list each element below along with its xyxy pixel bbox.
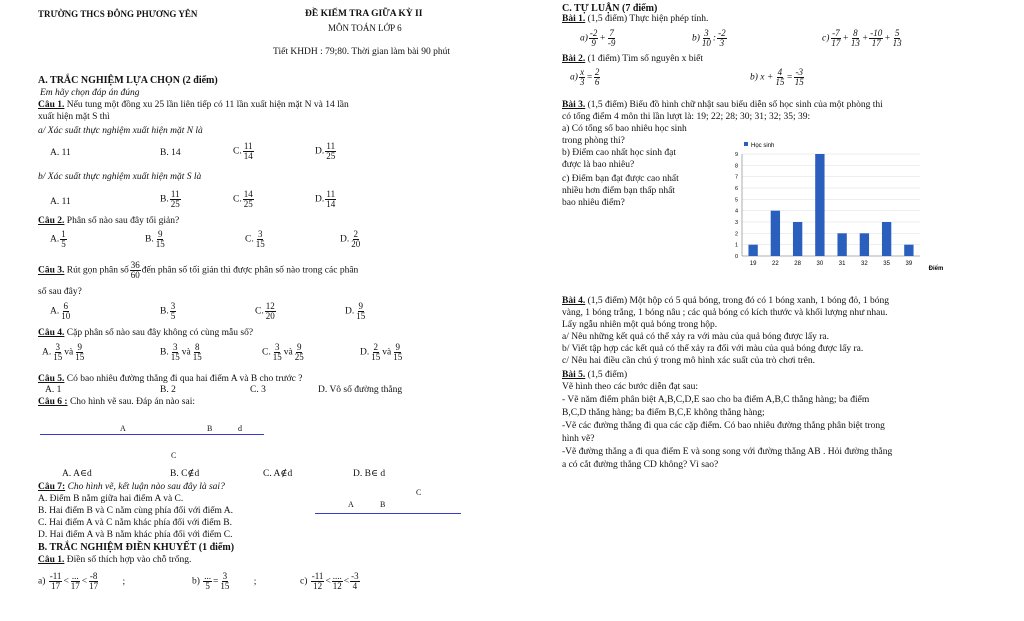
q6-option-b[interactable]: B. C∉d [170, 469, 200, 479]
q4-option-d[interactable]: D. $\frac{2}{15}$ và $\frac{9}{15}$ [360, 342, 403, 362]
bai3-bar-chart [720, 140, 950, 276]
chart-ytick-label: 9 [734, 152, 738, 158]
q5-option-d[interactable]: D. Vô số đường thẳng [318, 385, 403, 395]
q1b-text: b/ Xác suất thực nghiệm xuất hiện mặt S là [38, 172, 202, 182]
q1b-option-c[interactable]: C. $\frac{14}{25}$ [233, 189, 253, 209]
q2-option-c[interactable]: C. $\frac{3}{15}$ [245, 229, 265, 249]
q6-line-d [40, 434, 264, 435]
bai5-t3: B,C,D thẳng hàng; ba điểm B,C,E không thẳng hàng; [562, 408, 765, 418]
q5-text: Câu 5. Có bao nhiêu đường thẳng đi qua hai điểm A và B cho trước ? [38, 374, 303, 384]
chart-bar [860, 233, 869, 256]
q6-point-c: C [171, 451, 177, 460]
q1b-option-d[interactable]: D. $\frac{11}{14}$ [315, 189, 336, 209]
q5-option-c[interactable]: C. 3 [250, 385, 266, 395]
q2-text: Câu 2. Phân số nào sau đây tối giản? [38, 216, 180, 226]
bai1-text: Bài 1. (1,5 điểm) Thực hiện phép tính. [562, 14, 709, 24]
chart-ytick-label: 5 [734, 197, 738, 204]
partB-item-c[interactable]: c) $\frac{-11}{12}$ < $\frac{....}{12}$ < $\frac{-3}{4}$ [300, 571, 359, 591]
bai5-t7: a có cắt đường thẳng CD không? Vì sao? [562, 460, 719, 470]
left-column [0, 0, 500, 621]
bai5-t5: hình vẽ? [562, 434, 595, 444]
chart-bar [837, 233, 846, 256]
right-column [510, 0, 1024, 621]
q1a-option-c[interactable]: C. $\frac{11}{14}$ [233, 141, 253, 161]
bai5-t6: -Vẽ đường thẳng a đi qua điểm E và song song với đường thẳng AB . Hỏi đường thẳng [562, 447, 893, 457]
q1-line2: xuất hiện mặt S thì [38, 112, 110, 122]
school-name: TRƯỜNG THCS ĐÔNG PHƯƠNG YÊN [38, 9, 198, 19]
q1a-option-b[interactable]: B. 14 [160, 148, 181, 158]
bai5-text: Bài 5. (1,5 điểm) [562, 370, 628, 380]
chart-ytick-label: 1 [734, 242, 738, 249]
bai2-b[interactable]: b) x + $\frac{4}{15}$ = $\frac{-3}{15}$ [750, 67, 804, 87]
exam-subject: MÔN TOÁN LỚP 6 [328, 23, 402, 33]
chart-ytick-label: 0 [734, 254, 738, 260]
q6-label-d: d [238, 424, 242, 433]
partC-title: C. TỰ LUẬN (7 điểm) [562, 3, 658, 14]
chart-xtick-label: 19 [749, 261, 757, 267]
q1b-option-b[interactable]: B. $\frac{11}{25}$ [160, 189, 180, 209]
chart-bar [748, 245, 757, 256]
bai4-c: c/ Nêu hai điều cần chú ý trong mô hình xác suất của trò chơi trên. [562, 356, 815, 366]
q3-option-b[interactable]: B. $\frac{3}{5}$ [160, 301, 176, 321]
q6-option-c[interactable]: C. A∉d [263, 469, 293, 479]
bai3-text: Bài 3. (1,5 điểm) Biểu đồ hình chữ nhật sau biểu diễn số học sinh của một phòng thi [562, 100, 883, 110]
q7-option-b[interactable]: B. Hai điểm B và C nằm cùng phía đối với điểm A. [38, 506, 234, 516]
chart-xtick-label: 30 [816, 261, 824, 267]
bai5-t2: - Vẽ năm điểm phân biệt A,B,C,D,E sao cho ba điểm A,B,C thẳng hàng; ba điểm [562, 395, 870, 405]
q7-point-b: B [380, 500, 386, 509]
bai2-text: Bài 2. (1 điểm) Tìm số nguyên x biết [562, 54, 704, 64]
chart-xtick-label: 32 [861, 261, 868, 267]
bai5-t4: -Vẽ các đường thẳng đi qua các cặp điểm. Có bao nhiêu đường thẳng phân biệt trong [562, 421, 885, 431]
q3-line1: Câu 3. Rút gọn phân số $\frac{36}{60}$ đến phân số tối giản thì được phân số nào trong các phân [38, 260, 359, 280]
partB-q1-text: Câu 1. Điền số thích hợp vào chỗ trống. [38, 555, 192, 565]
chart-bar [904, 245, 913, 256]
chart-xtick-label: 35 [883, 261, 890, 267]
q1-line1: Câu 1. Nếu tung một đồng xu 25 lần liên tiếp có 11 lần xuất hiện mặt N và 14 lần [38, 100, 349, 110]
q7-text: Câu 7: Cho hình vẽ, kết luận nào sau đây là sai? [38, 482, 225, 492]
q5-option-a[interactable]: A. 1 [45, 385, 62, 395]
q3-option-c[interactable]: C. $\frac{12}{20}$ [255, 301, 275, 321]
q3-option-d[interactable]: D. $\frac{9}{15}$ [345, 301, 366, 321]
q4-option-c[interactable]: C. $\frac{3}{15}$ và $\frac{9}{25}$ [262, 342, 304, 362]
bai3-c: c) Điểm bạn đạt được cao nhất [562, 174, 679, 184]
chart-bar [793, 222, 802, 256]
q7-option-c[interactable]: C. Hai điểm A và C nằm khác phía đối với điểm B. [38, 518, 232, 528]
bai4-text: Bài 4. (1,5 điểm) Một hộp có 5 quả bóng, trong đó có 1 bóng xanh, 1 bóng đỏ, 1 bóng [562, 296, 889, 306]
q7-option-d[interactable]: D. Hai điểm A và B nằm khác phía đối với điểm C. [38, 530, 233, 540]
q1b-option-a[interactable]: A. 11 [50, 197, 71, 207]
chart-legend-swatch [744, 142, 748, 146]
chart-xtick-label: 31 [838, 261, 846, 267]
chart-ytick-label: 2 [734, 231, 738, 238]
q6-option-d[interactable]: D. B∈ d [353, 469, 386, 479]
chart-legend-label: Học sinh [751, 143, 775, 149]
exam-periods: Tiết KHDH : 79;80. Thời gian làm bài 90 phút [273, 47, 451, 57]
q4-option-a[interactable]: A. $\frac{3}{15}$ và $\frac{9}{15}$ [42, 342, 85, 362]
bai1-b[interactable]: b) $\frac{3}{10}$ : $\frac{-2}{3}$ [692, 28, 726, 48]
chart-bar [882, 222, 891, 256]
bai3-c2: nhiều hơn điểm bạn thấp nhất [562, 186, 675, 196]
q5-option-b[interactable]: B. 2 [160, 385, 176, 395]
q6-point-a: A [120, 424, 126, 433]
q1a-text: a/ Xác suất thực nghiệm xuất hiện mặt N là [38, 126, 203, 136]
q3-line2: số sau đây? [38, 287, 82, 297]
q2-option-a[interactable]: A. $\frac{1}{5}$ [50, 229, 66, 249]
chart-ytick-label: 7 [734, 174, 738, 181]
chart-ytick-label: 4 [734, 208, 738, 215]
partA-title: A. TRẮC NGHIỆM LỰA CHỌN (2 điểm) [38, 75, 218, 86]
chart-ytick-label: 8 [734, 163, 738, 170]
bai5-t1: Vẽ hình theo các bước diễn đạt sau: [562, 382, 699, 392]
bai3-c3: bao nhiêu điểm? [562, 198, 625, 208]
q4-option-b[interactable]: B. $\frac{3}{15}$ và $\frac{8}{15}$ [160, 342, 202, 362]
chart-xtick-label: 39 [905, 261, 913, 267]
partB-title: B. TRẮC NGHIỆM ĐIỀN KHUYẾT (1 điểm) [38, 542, 235, 553]
q7-line [315, 513, 461, 514]
chart-bar [771, 211, 780, 256]
q7-point-a: A [348, 500, 354, 509]
q6-point-b: B [207, 424, 213, 433]
partB-item-a[interactable]: a) $\frac{-11}{17}$ < $\frac{...}{17}$ < $\frac{-8}{17}$ ; [38, 571, 126, 591]
bai3-a2: trong phòng thi? [562, 136, 625, 146]
q2-option-d[interactable]: D. $\frac{2}{20}$ [340, 229, 361, 249]
chart-bar [815, 154, 824, 256]
bai4-b: b/ Viết tập hợp các kết quả có thể xảy ra đối với màu của quả bóng được lấy ra. [562, 344, 864, 354]
chart-xtick-label: 22 [772, 261, 779, 267]
bai2-a[interactable]: a) $\frac{x}{3}$ = $\frac{2}{6}$ [570, 67, 600, 87]
chart-ytick-label: 6 [734, 186, 738, 192]
partA-instruction: Em hãy chọn đáp án đúng [40, 88, 140, 98]
bai1-c[interactable]: c) $\frac{-7}{17}$ + $\frac{8}{13}$ + $\frac{-10}{17}$ + $\frac{5}{13}$ [822, 28, 902, 48]
q7-point-c: C [416, 488, 422, 497]
q4-text: Câu 4. Cặp phân số nào sau đây không có cùng mẫu số? [38, 328, 254, 338]
q1a-option-d[interactable]: D. $\frac{11}{25}$ [315, 141, 336, 161]
chart-ytick-label: 3 [734, 220, 738, 226]
exam-title: ĐỀ KIỂM TRA GIỮA KỲ II [305, 9, 423, 19]
chart-xtick-label: 28 [794, 261, 801, 267]
bai3-b: b) Điểm cao nhất học sinh đạt [562, 148, 676, 158]
bai3-text2: có tổng điểm 4 môn thi lần lượt là: 19; 22; 28; 30; 31; 32; 35; 39: [562, 112, 811, 122]
bai3-a: a) Có tổng số bao nhiêu học sinh [562, 124, 687, 134]
bai4-text2: vàng, 1 bóng trắng, 1 bóng nâu ; các quả bóng có kích thước và khối lượng như nhau. [562, 308, 888, 318]
bai4-text3: Lấy ngẫu nhiên một quả bóng trong hộp. [562, 320, 718, 330]
bai3-b2: được là bao nhiêu? [562, 160, 635, 170]
chart-x-axis-title: Điểm [928, 266, 944, 272]
partB-item-b[interactable]: b) $\frac{...}{5}$ = $\frac{3}{15}$ ; [192, 571, 257, 591]
q6-text: Câu 6 : Cho hình vẽ sau. Đáp án nào sai: [38, 397, 195, 407]
q3-option-a[interactable]: A. $\frac{6}{10}$ [50, 301, 71, 321]
q1a-option-a[interactable]: A. 11 [50, 148, 71, 158]
q7-option-a[interactable]: A. Điểm B nằm giữa hai điểm A và C. [38, 494, 184, 504]
bai4-a: a/ Nêu những kết quả có thể xảy ra với màu của quả bóng được lấy ra. [562, 332, 829, 342]
q6-option-a[interactable]: A. A∈d [62, 469, 92, 479]
bai1-a[interactable]: a) $\frac{-2}{9}$ + $\frac{7}{-9}$ [580, 28, 616, 48]
q2-option-b[interactable]: B. $\frac{9}{15}$ [145, 229, 165, 249]
